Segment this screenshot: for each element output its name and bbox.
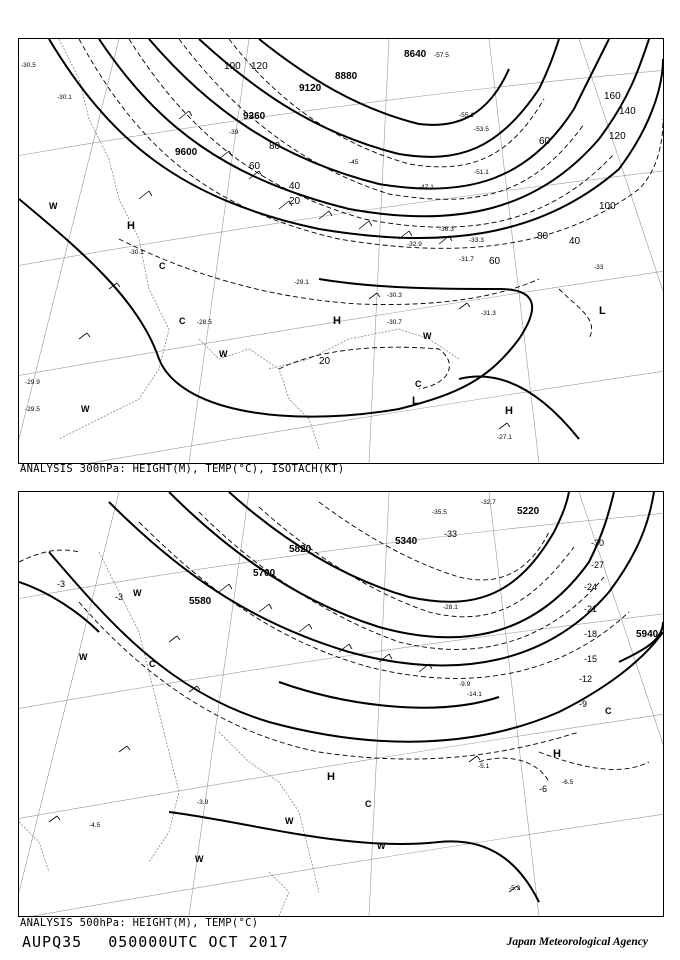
isotherms bbox=[19, 502, 649, 782]
temp-label: -30.7 bbox=[387, 319, 402, 326]
temp-label: -31.3 bbox=[481, 310, 496, 317]
pressure-centers bbox=[79, 588, 612, 864]
isotach-label: 40 bbox=[289, 181, 301, 192]
temp-label: -47.1 bbox=[419, 184, 434, 191]
temp-label: -45 bbox=[349, 159, 359, 166]
isotach-label: 140 bbox=[619, 106, 636, 117]
temp-label: -29.9 bbox=[25, 379, 40, 386]
isotach-label: 120 bbox=[251, 61, 268, 72]
temp-label: -33 bbox=[594, 264, 604, 271]
isotach-label: 60 bbox=[539, 136, 551, 147]
isotach-label: 100 bbox=[224, 61, 241, 72]
warm-center: W bbox=[285, 816, 294, 826]
temp-label: -3 bbox=[57, 579, 66, 589]
isotach-label: 60 bbox=[489, 256, 501, 267]
coastline bbox=[59, 39, 459, 449]
temp-label: -55.1 bbox=[459, 112, 474, 119]
temp-label: -4.5 bbox=[89, 822, 101, 829]
temp-label: -51.1 bbox=[474, 169, 489, 176]
warm-center: W bbox=[49, 201, 58, 211]
temp-label: -30.5 bbox=[21, 62, 36, 69]
height-contours bbox=[19, 492, 663, 902]
temp-label: -5.1 bbox=[478, 763, 490, 770]
height-label: 5820 bbox=[289, 544, 312, 555]
temp-label: -29.1 bbox=[294, 279, 309, 286]
temp-label: -5.3 bbox=[509, 885, 521, 892]
temp-label: -27 bbox=[591, 560, 605, 570]
temp-label: -57.5 bbox=[434, 52, 449, 59]
wind-barbs bbox=[79, 111, 510, 429]
height-labels bbox=[175, 49, 427, 158]
height-label: 8880 bbox=[335, 71, 358, 82]
caption-500hpa: ANALYSIS 500hPa: HEIGHT(M), TEMP(°C) bbox=[20, 917, 259, 929]
warm-center: W bbox=[133, 588, 142, 598]
isotach-label: 40 bbox=[569, 236, 581, 247]
isotherms bbox=[79, 39, 663, 389]
isotach-label: 100 bbox=[599, 201, 616, 212]
high-center: H bbox=[553, 748, 561, 760]
temp-label: -9.9 bbox=[459, 681, 471, 688]
agency-name: Japan Meteorological Agency bbox=[506, 936, 648, 948]
isotach-label: 20 bbox=[289, 196, 301, 207]
temp-label: -32.7 bbox=[481, 499, 496, 506]
cold-center: C bbox=[365, 799, 372, 809]
temp-label: -28.5 bbox=[197, 319, 212, 326]
map-500hpa-canvas bbox=[19, 492, 663, 916]
temp-label: -29.5 bbox=[25, 406, 40, 413]
isotach-label: 160 bbox=[604, 91, 621, 102]
height-label: 5940 bbox=[636, 629, 659, 640]
temp-label: -30 bbox=[591, 538, 605, 548]
temp-label: -21 bbox=[584, 604, 598, 614]
map-300hpa-canvas bbox=[19, 39, 663, 463]
temp-label: -33 bbox=[444, 529, 458, 539]
warm-center: W bbox=[423, 331, 432, 341]
temp-label: -35.5 bbox=[432, 509, 447, 516]
graticule bbox=[19, 492, 663, 916]
temp-label: -12 bbox=[579, 674, 593, 684]
high-center: H bbox=[333, 315, 341, 327]
high-center: H bbox=[505, 405, 513, 417]
cold-center: C bbox=[179, 316, 186, 326]
temp-labels bbox=[57, 499, 604, 892]
map-500hpa bbox=[18, 491, 664, 917]
temp-label: -28.1 bbox=[443, 604, 458, 611]
map-300hpa bbox=[18, 38, 664, 464]
temp-label: -32.9 bbox=[407, 241, 422, 248]
temp-label: -33.3 bbox=[469, 237, 484, 244]
temp-label: -24 bbox=[584, 582, 598, 592]
height-label: 5340 bbox=[395, 536, 418, 547]
height-label: 9360 bbox=[243, 111, 266, 122]
chart-identifier bbox=[22, 933, 289, 951]
warm-center: W bbox=[219, 349, 228, 359]
temp-label: -14.1 bbox=[467, 691, 482, 698]
cold-center: C bbox=[159, 261, 166, 271]
coastline bbox=[19, 552, 319, 916]
height-contours bbox=[19, 39, 663, 439]
temp-label: -39 bbox=[229, 129, 239, 136]
warm-center: W bbox=[377, 841, 386, 851]
isotach-label: 80 bbox=[537, 231, 549, 242]
temp-label: -30.1 bbox=[129, 249, 144, 256]
temp-label: -18 bbox=[584, 629, 598, 639]
warm-center: W bbox=[81, 404, 90, 414]
cold-center: C bbox=[605, 706, 612, 716]
temp-label: -15 bbox=[584, 654, 598, 664]
isotach-label: 60 bbox=[249, 161, 261, 172]
chart-datetime: 050000UTC OCT 2017 bbox=[108, 933, 289, 951]
temp-label: -9 bbox=[579, 699, 588, 709]
temp-label: -53.5 bbox=[474, 126, 489, 133]
high-center: H bbox=[327, 771, 335, 783]
temp-label: -6.5 bbox=[562, 779, 574, 786]
isotach-label: 80 bbox=[269, 141, 281, 152]
temp-label: -27.1 bbox=[497, 434, 512, 441]
temp-label: -3 bbox=[115, 592, 124, 602]
height-label: 8640 bbox=[404, 49, 427, 60]
temp-label: -6 bbox=[539, 784, 548, 794]
temp-label: -3.9 bbox=[197, 799, 209, 806]
warm-center: W bbox=[195, 854, 204, 864]
height-label: 5220 bbox=[517, 506, 540, 517]
height-label: 9600 bbox=[175, 147, 198, 158]
temp-label: -30.3 bbox=[387, 292, 402, 299]
warm-center: W bbox=[79, 652, 88, 662]
low-center: L bbox=[412, 395, 419, 407]
height-label: 5580 bbox=[189, 596, 212, 607]
low-center: L bbox=[599, 305, 606, 317]
caption-300hpa: ANALYSIS 300hPa: HEIGHT(M), TEMP(°C), ISOTACH(KT) bbox=[20, 463, 345, 475]
height-label: 9120 bbox=[299, 83, 322, 94]
chart-code: AUPQ35 bbox=[22, 933, 83, 951]
high-center: H bbox=[127, 220, 135, 232]
temp-label: -36.3 bbox=[439, 226, 454, 233]
isotach-label: 120 bbox=[609, 131, 626, 142]
cold-center: C bbox=[149, 659, 156, 669]
graticule bbox=[19, 39, 663, 463]
isotach-label: 20 bbox=[319, 356, 331, 367]
cold-center: C bbox=[415, 379, 422, 389]
temp-label: -30.1 bbox=[57, 94, 72, 101]
temp-label: -31.7 bbox=[459, 256, 474, 263]
height-label: 5700 bbox=[253, 568, 276, 579]
